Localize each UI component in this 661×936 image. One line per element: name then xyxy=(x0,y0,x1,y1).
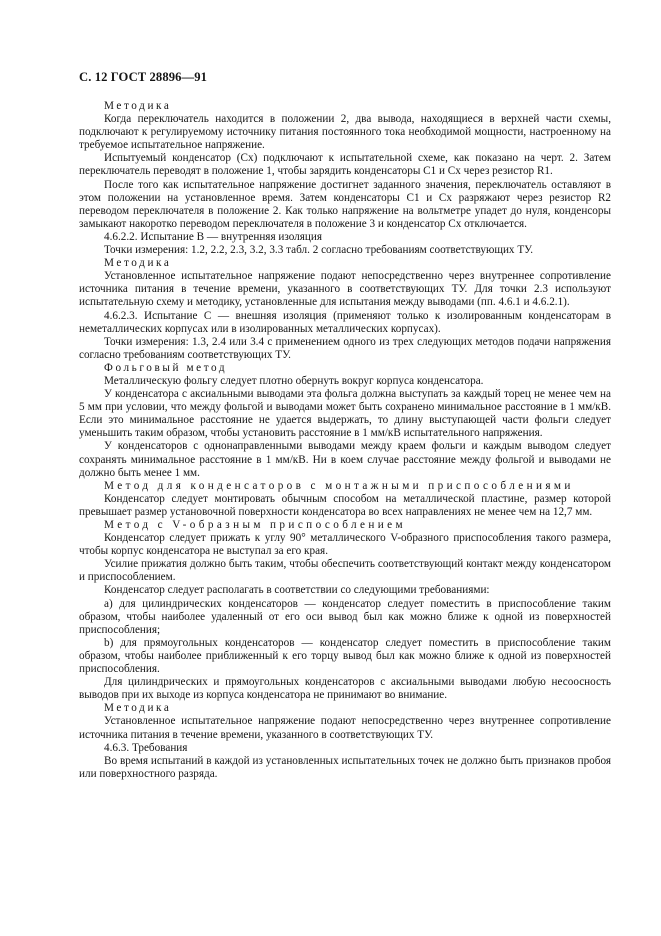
section-heading: Методика xyxy=(104,100,172,112)
paragraph: Конденсатор следует прижать к углу 90° металлического V-образного приспособления такого размера, чтобы корпус конденсатора не выступал за его края. xyxy=(79,532,611,558)
paragraph: У конденсатора с аксиальными выводами эта фольга должна выступать за каждый торец не менее чем на 5 мм при условии, что между фольгой и выводами может быть сохранено минимальное расстояние в 1 мм/кВ. Если это минимальное расстояние не удается выдержать, то длину выступающей части фольги следует уменьшить таким образом, чтобы установить расстояние в 1 мм/кВ испытательного напряжения. xyxy=(79,388,611,440)
paragraph: 4.6.2.2. Испытание В — внутренняя изоляция xyxy=(104,230,323,243)
paragraph: Усилие прижатия должно быть таким, чтобы обеспечить соответствующий контакт между конденсатором и приспособлением. xyxy=(79,558,611,584)
paragraph: Точки измерения: 1.3, 2.4 или 3.4 с применением одного из трех следующих методов подачи напряжения согласно требованиям соответствующих ТУ. xyxy=(79,335,611,361)
document-body xyxy=(79,100,611,781)
paragraph: Испытуемый конденсатор (Cx) подключают к испытательной схеме, как показано на черт. 2. Затем переключатель переводят в положение 1, чтобы зарядить конденсаторы C1 и Cx через резистор R1. xyxy=(79,152,611,178)
paragraph: Конденсатор следует располагать в соответствии со следующими требованиями: xyxy=(104,584,490,597)
paragraph: Когда переключатель находится в положении 2, два вывода, находящиеся в верхней части схемы, подключают к регулируемому источнику питания постоянного тока необходимой мощности, настроенному на требуемое испытательное напряжение. xyxy=(79,113,611,152)
section-heading: Метод с V-образным приспособлением xyxy=(104,519,406,531)
paragraph: а) для цилиндрических конденсаторов — конденсатор следует поместить в приспособление таким образом, чтобы наиболее удаленный от его оси вывод был как можно ближе к одной из поверхностей приспособления; xyxy=(79,597,611,636)
paragraph: Точки измерения: 1.2, 2.2, 2.3, 3.2, 3.3 табл. 2 согласно требованиям соответствующих ТУ. xyxy=(104,244,534,257)
paragraph: Металлическую фольгу следует плотно обернуть вокруг корпуса конденсатора. xyxy=(104,374,484,387)
paragraph: 4.6.3. Требования xyxy=(104,741,188,754)
paragraph: Установленное испытательное напряжение подают непосредственно через внутреннее сопротивление источника питания в течение времени, указанного в соответствующих ТУ. xyxy=(79,715,611,741)
paragraph: Конденсатор следует монтировать обычным способом на металлической пластине, размер которой превышает размер установочной поверхности конденсатора во всех направлениях не менее чем на 12,7 мм. xyxy=(79,492,611,518)
paragraph: Установленное испытательное напряжение подают непосредственно через внутреннее сопротивление источника питания в течение времени, указанного в соответствующих ТУ. Для точки 2.3 используют испытательную схему и методику, установленные для испытания между выводами (пп. 4.6.1 и 4.6.2.1). xyxy=(79,270,611,309)
section-heading: Метод для конденсаторов с монтажными приспособлениями xyxy=(104,479,574,492)
section-heading: Методика xyxy=(104,257,172,270)
paragraph: b) для прямоугольных конденсаторов — конденсатор следует поместить в приспособление таким образом, чтобы наиболее приближенный к его торцу вывод был как можно ближе к одной из поверхностей приспособления. xyxy=(79,636,611,676)
paragraph: После того как испытательное напряжение достигнет заданного значения, переключатель оставляют в этом положении на установленное время. Затем конденсаторы C1 и Cx разряжают через резистор R2 переводом переключателя в положение 2. Как только напряжение на вольтметре упадет до нуля, конденсоры замыкают накоротко переводом переключателя в положение 3 и конденсатор Cx отключается. xyxy=(79,178,611,230)
section-heading: Методика xyxy=(104,702,172,715)
paragraph: Для цилиндрических и прямоугольных конденсаторов с аксиальными выводами любую несоосность выводов при их выходе из корпуса конденсатора не принимают во внимание. xyxy=(79,676,611,702)
paragraph: Во время испытаний в каждой из установленных испытательных точек не должно быть признаков пробоя или поверхностного разряда. xyxy=(79,754,611,780)
paragraph: У конденсаторов с однонаправленными выводами между краем фольги и каждым выводом следует сохранять минимальное расстояние в 1 мм/кВ. Ни в коем случае расстояние между фольгой и выводами не должно быть менее 1 мм. xyxy=(79,440,611,479)
page-header: С. 12 ГОСТ 28896—91 xyxy=(79,70,207,84)
paragraph: 4.6.2.3. Испытание С — внешняя изоляция (применяют только к изолированным конденсаторам в неметаллических корпусах или в изолированных металлических корпусах). xyxy=(79,309,611,335)
section-heading: Фольговый метод xyxy=(104,361,228,374)
